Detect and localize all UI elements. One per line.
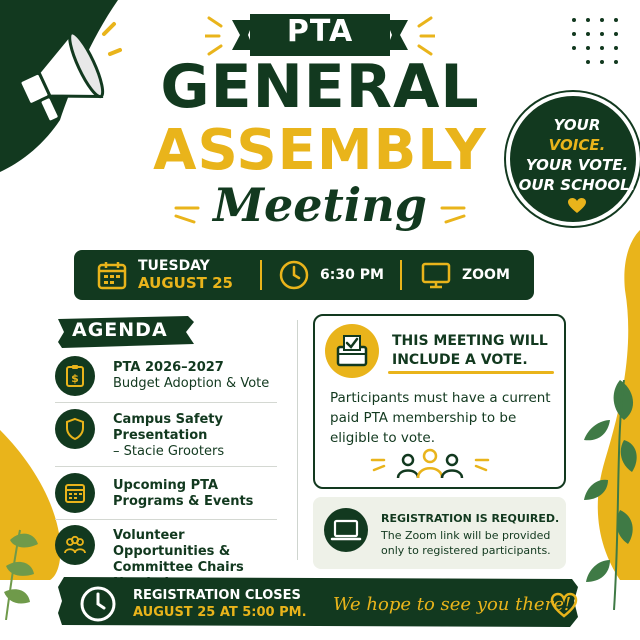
registration-text: The Zoom link will be provided only to registered participants. xyxy=(381,529,551,557)
title-assembly: ASSEMBLY xyxy=(153,118,487,183)
separator xyxy=(400,260,402,290)
leaf-decoration xyxy=(580,380,640,610)
agenda-item-title: Volunteer Opportunities & Committee Chairs xyxy=(113,528,244,575)
agenda-icon-circle xyxy=(55,525,95,565)
date-segment xyxy=(96,250,233,300)
platform-segment xyxy=(420,250,510,300)
clock-icon xyxy=(278,259,310,291)
agenda-item-title: PTA 2026–2027 xyxy=(113,360,224,375)
clock-icon xyxy=(78,584,118,624)
slogan-badge xyxy=(506,92,640,226)
vote-title: THIS MEETING WILL INCLUDE A VOTE. xyxy=(392,333,548,368)
meeting-flourish xyxy=(170,196,470,236)
leaf-decoration xyxy=(0,520,56,620)
monitor-icon xyxy=(420,259,452,291)
meeting-date: AUGUST 25 xyxy=(138,274,233,292)
ballot-box-icon xyxy=(325,324,379,378)
meeting-day: TUESDAY xyxy=(138,258,210,274)
title-meeting: Meeting xyxy=(213,178,427,232)
agenda-divider xyxy=(55,402,277,403)
agenda-icon-circle xyxy=(55,356,95,396)
agenda-icon-circle xyxy=(55,409,95,449)
agenda-item xyxy=(55,406,277,464)
agenda-item-subtitle: – Stacie Grooters xyxy=(113,444,225,459)
svg-text:$: $ xyxy=(71,372,79,385)
laptop-icon xyxy=(324,508,368,552)
vote-title-underline xyxy=(388,371,554,374)
closing-message: We hope to see you there! xyxy=(333,594,572,615)
agenda-icon-circle xyxy=(55,473,95,513)
slogan-line-3: YOUR VOTE. xyxy=(525,156,629,174)
meeting-details-bar xyxy=(74,250,534,300)
agenda-item xyxy=(55,523,277,575)
people-group-icon xyxy=(370,446,490,480)
agenda-item-subtitle: Budget Adoption & Vote xyxy=(113,376,270,391)
calendar-icon xyxy=(96,259,128,291)
separator xyxy=(260,260,262,290)
agenda-item xyxy=(55,470,277,518)
slogan-line-1: YOUR xyxy=(553,116,601,134)
meeting-platform: ZOOM xyxy=(462,266,510,283)
heart-icon xyxy=(568,198,586,214)
pta-badge-text: PTA xyxy=(286,14,354,49)
shield-icon xyxy=(63,417,87,441)
slogan-line-4: OUR SCHOOL. xyxy=(518,176,636,194)
vote-eligibility-text: Participants must have a current paid PTA membership to be eligible to vote. xyxy=(330,390,551,446)
title-general: GENERAL xyxy=(160,52,480,122)
calendar-icon xyxy=(63,481,87,505)
agenda-item xyxy=(55,352,277,400)
deadline-line-1: REGISTRATION CLOSES xyxy=(133,588,301,603)
agenda-divider xyxy=(55,519,277,520)
agenda-item-title: Upcoming PTA Programs & Events xyxy=(113,478,254,509)
registration-title: REGISTRATION IS REQUIRED. xyxy=(381,512,560,525)
group-icon xyxy=(63,533,87,557)
budget-doc-icon xyxy=(63,364,87,388)
deadline-line-2: AUGUST 25 AT 5:00 PM. xyxy=(133,605,307,620)
agenda-item-title: Campus Safety Presentation xyxy=(113,412,223,443)
agenda-heading: AGENDA xyxy=(72,319,168,341)
meeting-time: 6:30 PM xyxy=(320,266,384,283)
heart-icon xyxy=(550,592,578,618)
time-segment xyxy=(278,250,384,300)
agenda-divider xyxy=(55,466,277,467)
column-divider xyxy=(297,320,298,560)
slogan-line-2: VOICE. xyxy=(548,136,606,154)
